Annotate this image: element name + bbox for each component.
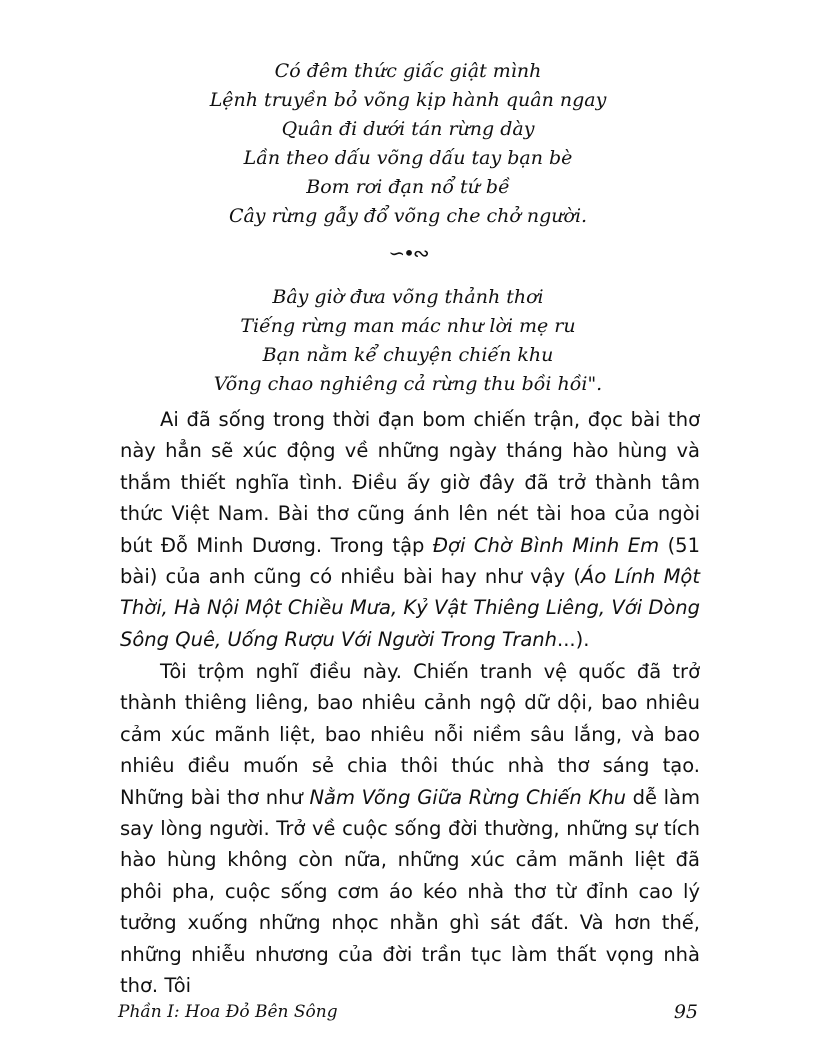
poem-line: Cây rừng gẫy đổ võng che chở người. xyxy=(228,205,588,227)
poem-line: Lần theo dấu võng dấu tay bạn bè xyxy=(243,147,573,169)
poem-line: Quân đi dưới tán rừng dày xyxy=(281,118,535,140)
body-paragraph-2 xyxy=(120,656,700,1001)
paragraph-text: Tôi trộm nghĩ điều này. Chiến tranh vệ quốc đã trở thành thiêng liêng, bao nhiêu cảnh ngộ dữ dội, bao nhiêu cảm xúc mãnh liệt, bao nhiêu nỗi niềm sâu lắng, và bao nhiêu điều muốn sẻ chia thôi thúc nhà thơ sáng tạo. Những bài thơ như xyxy=(120,660,700,809)
section-title: Phần I: Hoa Đỏ Bên Sông xyxy=(118,1002,338,1022)
paragraph-text: (51 bài) của anh cũng có nhiều bài hay như vậy ( xyxy=(120,533,700,589)
poem-titles: Áo Lính Một Thời, Hà Nội Một Chiều Mưa, Kỷ Vật Thiêng Liêng, Với Dòng Sông Quê, Uống Rượu Với Người Trong Tranh xyxy=(120,565,700,651)
poem-line: Võng chao nghiêng cả rừng thu bồi hồi". xyxy=(213,373,603,395)
body-paragraph-1 xyxy=(120,404,700,655)
book-title: Đợi Chờ Bình Minh Em xyxy=(432,533,660,557)
paragraph-text: ...). xyxy=(557,627,590,651)
poem-line: Tiếng rừng man mác như lời mẹ ru xyxy=(240,315,576,337)
poem-line: Bom rơi đạn nổ tứ bề xyxy=(306,176,510,198)
poem-line: Lệnh truyền bỏ võng kịp hành quân ngay xyxy=(209,89,607,111)
paragraph-text: Ai đã sống trong thời đạn bom chiến trận, đọc bài thơ này hẳn sẽ xúc động về những ngày tháng hào hùng và thắm thiết nghĩa tình. Điều ấy giờ đây đã trở thành tâm thức Việt Nam. Bài thơ cũng ánh lên nét tài hoa của ngòi bút Đỗ Minh Dương. Trong tập xyxy=(120,408,700,557)
page-footer xyxy=(118,997,698,1027)
poem-line: Bây giờ đưa võng thảnh thơi xyxy=(272,286,544,308)
poem-stanza-1 xyxy=(0,57,816,231)
poem-line: Có đêm thức giấc giật mình xyxy=(274,60,542,82)
poem-title: Nằm Võng Giữa Rừng Chiến Khu xyxy=(309,785,626,809)
paragraph-text: dễ làm say lòng người. Trở về cuộc sống đời thường, những sự tích hào hùng không còn nữa, những xúc cảm mãnh liệt đã phôi pha, cuộc sống cơm áo kéo nhà thơ từ đỉnh cao lý tưởng xuống những nhọc nhằn ghì sát đất. Và hơn thế, những nhiễu nhương của đời trần tục làm thất vọng nhà thơ. Tôi xyxy=(120,785,701,998)
page-number: 95 xyxy=(673,1001,698,1023)
ornament-divider-icon: ∽•∾ xyxy=(388,241,428,265)
poem-line: Bạn nằm kể chuyện chiến khu xyxy=(262,344,554,366)
poem-stanza-2 xyxy=(0,283,816,399)
